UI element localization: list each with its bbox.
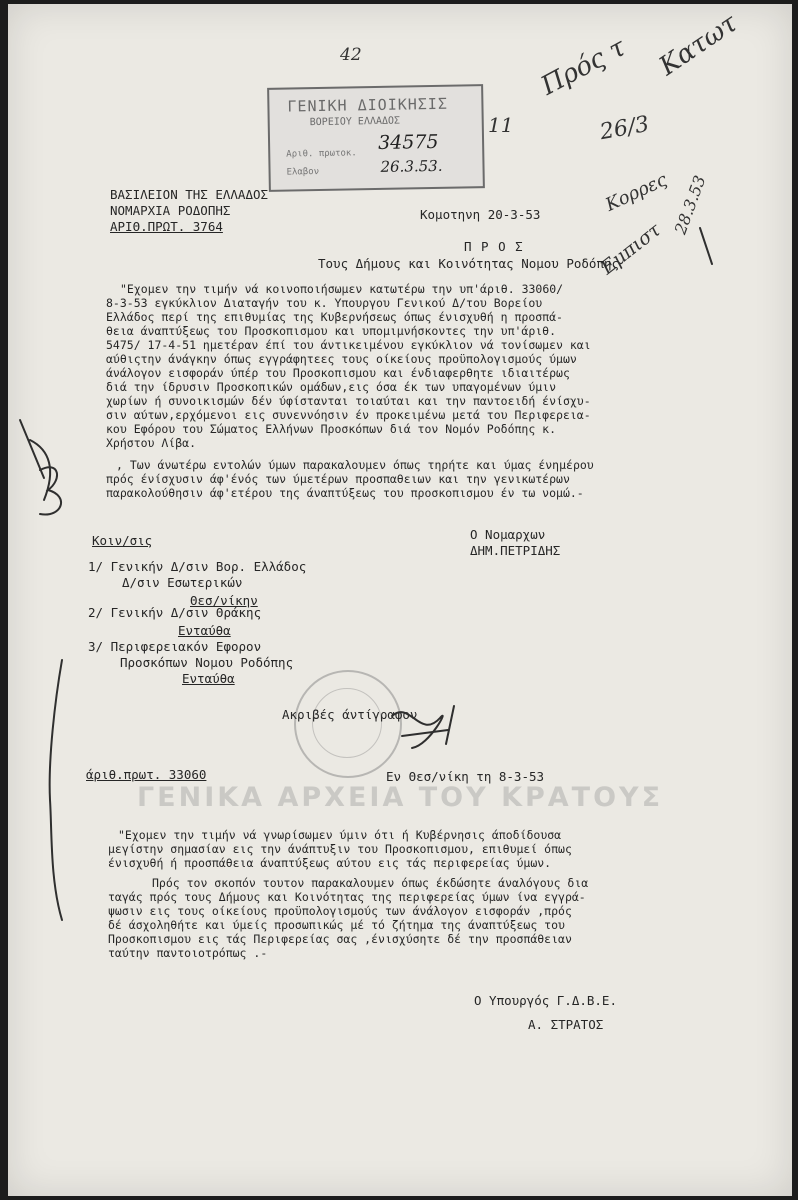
registry-stamp — [267, 84, 485, 192]
body-line: χωρίων ή συνοικισμών δέν ύφίστανται τοιαύται και την παντοειδή ένίσχυ- — [106, 394, 591, 408]
second-body-line: ψωσιν εις τους οίκείους προϋπολογισμούς των άνάλογον εισφοράν ,πρός — [108, 904, 572, 918]
second-body-line: ταύτην παντοιοτρόπως .- — [108, 946, 268, 960]
signatory-name: ΔΗΜ.ΠΕΤΡΙΔΗΣ — [470, 543, 561, 558]
recipient-line: Τους Δήμους και Κοινότητας Νομου Ροδόπης — [318, 256, 620, 271]
handwritten-note: 26/3 — [598, 111, 652, 146]
distribution-item: Προσκόπων Νομου Ροδόπης — [120, 655, 294, 670]
header-kingdom: ΒΑΣΙΛΕΙΟΝ ΤΗΣ ΕΛΛΑΔΟΣ — [110, 187, 269, 202]
handwritten-note: 11 — [488, 113, 514, 137]
second-body-line: δέ άσχοληθήτε και ύμείς προσωπικώς μέ τό ζήτημα της άναπτύξεως του — [108, 918, 565, 932]
header-protocol: ΑΡΙΘ.ΠΡΩΤ. 3764 — [110, 219, 223, 234]
second-date: Εν Θεσ/νίκη τη 8-3-53 — [386, 769, 545, 784]
second-body-line: ένισχυθή ή προσπάθεια άναπτύξεως αύτου εις τάς περιφερείας ύμων. — [108, 856, 552, 870]
body-line: θεια άναπτύξεως του Προσκοπισμου και υπομιμνήσκοντες την υπ'άριθ. — [106, 324, 557, 338]
minister-title: Ο Υπουργός Γ.Δ.Β.Ε. — [474, 993, 617, 1008]
distribution-item: 2/ Γενικήν Δ/σιν Θράκης — [88, 605, 262, 620]
stamp-line: ΒΟΡΕΙΟΥ ΕΛΛΑΔΟΣ — [309, 115, 401, 129]
body-line: "Εχομεν την τιμήν νά κοινοποιήσωμεν κατωτέρω την υπ'άριθ. 33060/ — [120, 282, 564, 296]
body-line: διά την ίδρυσιν Προσκοπικών ομάδων,εις όσα έκ των υπαγομένων ύμιν — [106, 380, 557, 394]
body-line: άνάλογον εισφοράν ύπέρ του Προσκοπισμου και ένδιαφερθητε ιδιαιτέρως — [106, 366, 570, 380]
handwritten-note: Πρός τ — [536, 32, 631, 102]
handwritten-note: Εμπιστ — [596, 218, 666, 280]
handwritten-note: Κατωτ — [654, 8, 743, 82]
distribution-item: Ενταύθα — [178, 623, 231, 638]
distribution-label: Κοιν/σις — [92, 533, 153, 548]
second-body-line: Προσκοπισμου εις τάς Περιφερείας σας ,ένισχύσητε δέ την προσπάθειαν — [108, 932, 572, 946]
minister-name: Α. ΣΤΡΑΤΟΣ — [528, 1017, 604, 1032]
distribution-item: Θεσ/νίκην — [190, 593, 258, 608]
body-line: 8-3-53 εγκύκλιον Διαταγήν του κ. Υπουργου Γενικού Δ/του Βορείου — [106, 296, 543, 310]
body-line: 5475/ 17-4-51 ημετέραν έπί του άντικειμένου εγκύκλιον νά τονίσωμεν και — [106, 338, 591, 352]
certified-copy: Ακριβές άντίγραφον — [282, 707, 418, 722]
body-line: σιν αύτων,ερχόμενοι εις συνεννόησιν έν προκειμένω μετά του Περιφερεια- — [106, 408, 591, 422]
second-protocol: άριθ.πρωτ. 33060 — [86, 767, 207, 782]
body-line: πρός ένίσχυσιν άφ'ένός των ύμετέρων προσπαθειων και την γενικωτέρων — [106, 472, 570, 486]
header-prefecture: ΝΟΜΑΡΧΙΑ ΡΟΔΟΠΗΣ — [110, 203, 231, 218]
body-line: , Των άνωτέρω εντολών ύμων παρακαλουμεν όπως τηρήτε και ύμας ένημέρου — [116, 458, 594, 472]
seal-inner-ring — [312, 688, 382, 758]
body-line: Χρήστου Λίβα. — [106, 436, 197, 450]
stamp-date: 26.3.53. — [380, 156, 443, 176]
stamp-label: Αριθ. πρωτοκ. — [286, 148, 357, 160]
signatory-title: Ο Νομαρχων — [470, 527, 546, 542]
second-body-line: Πρός τον σκοπόν τουτον παρακαλουμεν όπως έκδώσητε άναλόγους δια — [152, 876, 589, 890]
stamp-number: 34575 — [377, 130, 439, 154]
stamp-label: Ελαβον — [286, 166, 320, 178]
second-body-line: μεγίστην σημασίαν εις την άνάπτυξιν του Προσκοπισμου, επιθυμεί όπως — [108, 842, 572, 856]
recipient-pros: Π Ρ Ο Σ — [464, 239, 524, 254]
body-line: παρακολούθησιν άφ'ετέρου της άναπτύξεως του προσκοπισμου έν τω νομώ.- — [106, 486, 584, 500]
body-line: Ελλάδος περί της επιθυμίας της Κυβερνήσεως όπως ένισχυθή η προσπά- — [106, 310, 563, 324]
distribution-item: 3/ Περιφερειακόν Εφορον — [88, 639, 262, 654]
page-number: 42 — [340, 45, 362, 65]
prefecture-seal — [294, 670, 402, 778]
distribution-item: Δ/σιν Εσωτερικών — [122, 575, 243, 590]
body-line: κου Εφόρου του Σώματος Ελλήνων Προσκόπων διά τον Νομόν Ροδόπης κ. — [106, 422, 557, 436]
second-body-line: "Εχομεν την τιμήν νά γνωρίσωμεν ύμιν ότι ή Κυβέρνησις άποδίδουσα — [118, 828, 562, 842]
handwritten-note: Κορρες — [602, 169, 671, 216]
second-body-line: ταγάς πρός τους Δήμους και Κοινότητας της περιφερείας ύμων ίνα εγγρά- — [108, 890, 586, 904]
stamp-line: ΓΕΝΙΚΗ ΔΙΟΙΚΗΣΙΣ — [287, 94, 449, 116]
distribution-item: 1/ Γενικήν Δ/σιν Βορ. Ελλάδος — [88, 559, 307, 574]
handwritten-date: 28.3.53 — [670, 172, 710, 237]
archive-watermark: ΓΕΝΙΚΑ ΑΡΧΕΙΑ ΤΟΥ ΚΡΑΤΟΥΣ — [136, 782, 664, 813]
body-line: αύθιςτην άνάγκην όπως εγγράφητεες τους οίκείους προϋπολογισμούς ύμων — [106, 352, 577, 366]
distribution-item: Ενταύθα — [182, 671, 235, 686]
header-date: Κομοτηνη 20-3-53 — [420, 207, 541, 222]
